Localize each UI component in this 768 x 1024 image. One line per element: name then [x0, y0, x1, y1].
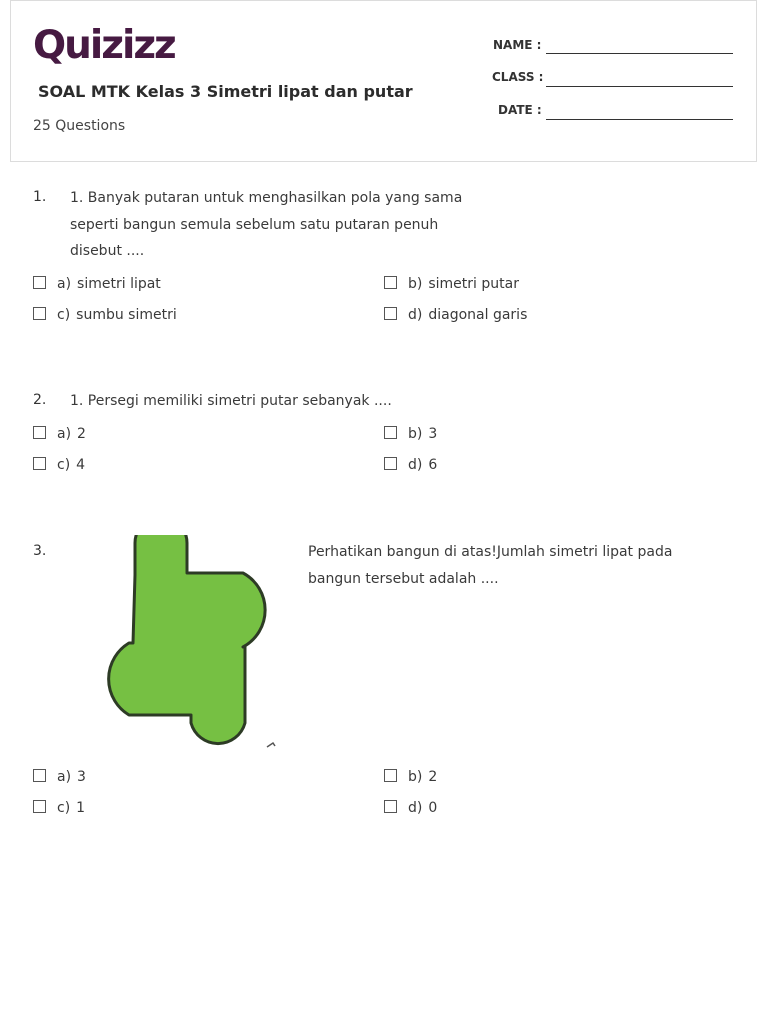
answer-option[interactable] — [33, 275, 161, 293]
answer-option[interactable] — [33, 456, 85, 474]
symmetry-shape-image — [95, 535, 285, 757]
green-shape — [109, 535, 265, 744]
answer-option[interactable] — [384, 799, 437, 817]
answer-option[interactable] — [33, 799, 85, 817]
checkbox[interactable] — [384, 457, 397, 470]
question-line: bangun tersebut adalah .... — [308, 570, 499, 587]
option-letter: c) — [57, 800, 71, 816]
option-letter: a) — [57, 276, 72, 292]
option-letter: d) — [408, 457, 423, 473]
option-letter: a) — [57, 769, 72, 785]
option-letter: b) — [408, 426, 423, 442]
question-text — [308, 539, 672, 592]
checkbox[interactable] — [33, 426, 46, 439]
name-field[interactable] — [546, 53, 733, 54]
checkbox[interactable] — [33, 307, 46, 320]
page-title: SOAL MTK Kelas 3 Simetri lipat dan putar — [38, 82, 413, 101]
answer-option[interactable] — [33, 306, 177, 324]
checkbox[interactable] — [33, 276, 46, 289]
answer-option[interactable] — [384, 456, 437, 474]
option-text: 0 — [428, 800, 438, 816]
name-label: NAME : — [493, 38, 542, 52]
checkbox[interactable] — [384, 276, 397, 289]
question-line: Perhatikan bangun di atas!Jumlah simetri lipat pada — [308, 544, 673, 560]
date-field[interactable] — [546, 119, 733, 120]
checkbox[interactable] — [384, 426, 397, 439]
checkbox[interactable] — [33, 800, 46, 813]
quizizz-logo — [33, 22, 183, 70]
option-text: 6 — [428, 457, 438, 473]
question-count: 25 Questions — [33, 118, 126, 134]
option-letter: b) — [408, 769, 423, 785]
question-text — [70, 388, 392, 415]
question-number: 2. — [33, 392, 47, 408]
class-label: CLASS : — [492, 70, 544, 84]
option-letter: a) — [57, 426, 72, 442]
option-text: simetri lipat — [77, 276, 161, 292]
option-text: sumbu simetri — [76, 307, 177, 323]
option-letter: c) — [57, 307, 71, 323]
option-text: 1 — [76, 800, 86, 816]
answer-option[interactable] — [384, 768, 437, 786]
checkbox[interactable] — [384, 769, 397, 782]
checkbox[interactable] — [33, 457, 46, 470]
question-line: 1. Banyak putaran untuk menghasilkan pola yang sama — [70, 190, 463, 206]
option-text: 2 — [428, 769, 438, 785]
option-letter: d) — [408, 307, 423, 323]
option-text: simetri putar — [428, 276, 519, 292]
option-text: 3 — [77, 769, 86, 785]
option-letter: c) — [57, 457, 71, 473]
checkbox[interactable] — [384, 307, 397, 320]
answer-option[interactable] — [384, 275, 519, 293]
option-letter: b) — [408, 276, 423, 292]
answer-option[interactable] — [384, 425, 437, 443]
date-label: DATE : — [498, 103, 542, 117]
answer-option[interactable] — [33, 425, 86, 443]
question-number: 1. — [33, 189, 47, 205]
checkbox[interactable] — [384, 800, 397, 813]
option-letter: d) — [408, 800, 423, 816]
question-number: 3. — [33, 543, 47, 559]
logo-text: Quizizz — [33, 23, 175, 66]
option-text: diagonal garis — [428, 307, 528, 323]
checkbox[interactable] — [33, 769, 46, 782]
option-text: 3 — [428, 426, 438, 442]
question-line: 1. Persegi memiliki simetri putar sebanyak .... — [70, 393, 392, 409]
class-field[interactable] — [546, 86, 733, 87]
answer-option[interactable] — [384, 306, 527, 324]
option-text: 4 — [76, 457, 86, 473]
question-text — [70, 185, 462, 265]
question-line: disebut .... — [70, 243, 145, 259]
answer-option[interactable] — [33, 768, 86, 786]
resize-handle-icon — [267, 743, 275, 747]
question-line: seperti bangun semula sebelum satu putaran penuh — [70, 216, 439, 233]
option-text: 2 — [77, 426, 86, 442]
